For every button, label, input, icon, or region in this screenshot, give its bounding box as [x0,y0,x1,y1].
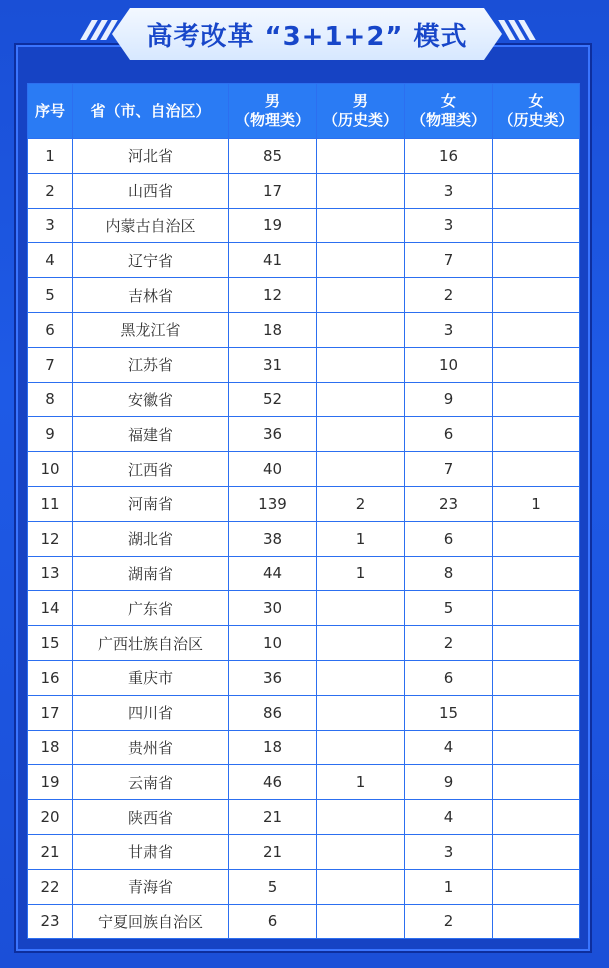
cell-province: 江西省 [73,452,229,487]
cell-male-history [317,800,405,835]
cell-female-physics: 6 [405,521,493,556]
cell-female-history [493,347,580,382]
cell-female-history [493,243,580,278]
cell-male-history [317,591,405,626]
cell-female-physics: 8 [405,556,493,591]
cell-female-history [493,834,580,869]
table-row [28,139,580,174]
cell-province: 湖北省 [73,521,229,556]
cell-province: 河南省 [73,486,229,521]
cell-seq: 11 [28,486,73,521]
cell-seq: 12 [28,521,73,556]
cell-male-history [317,452,405,487]
table-row [28,730,580,765]
table-row [28,312,580,347]
cell-male-history [317,139,405,174]
cell-province: 山西省 [73,173,229,208]
cell-male-physics: 12 [229,278,317,313]
cell-male-history [317,695,405,730]
cell-province: 内蒙古自治区 [73,208,229,243]
cell-province: 江苏省 [73,347,229,382]
cell-male-history: 1 [317,521,405,556]
cell-province: 河北省 [73,139,229,174]
cell-female-history [493,556,580,591]
cell-province: 宁夏回族自治区 [73,904,229,939]
cell-seq: 19 [28,765,73,800]
cell-male-history [317,730,405,765]
header-province-label: 省（市、自治区） [90,101,211,120]
cell-female-physics: 23 [405,486,493,521]
cell-male-physics: 85 [229,139,317,174]
cell-female-physics: 16 [405,139,493,174]
cell-seq: 7 [28,347,73,382]
cell-female-history [493,626,580,661]
cell-female-physics: 7 [405,452,493,487]
cell-female-physics: 4 [405,730,493,765]
cell-male-physics: 21 [229,800,317,835]
cell-female-history [493,382,580,417]
title-banner [112,8,502,60]
cell-female-history [493,800,580,835]
page-title: 高考改革 “3+1+2” 模式 [146,21,468,52]
cell-male-history [317,382,405,417]
cell-female-physics: 3 [405,834,493,869]
cell-female-physics: 9 [405,765,493,800]
cell-female-history [493,730,580,765]
cell-male-physics: 44 [229,556,317,591]
header-male-history-line2: （历史类） [322,111,398,129]
table-row [28,695,580,730]
title-decoration-left [86,20,114,40]
cell-female-physics: 4 [405,800,493,835]
header-female-history [493,84,580,139]
cell-province: 辽宁省 [73,243,229,278]
header-male-physics [229,84,317,139]
cell-seq: 2 [28,173,73,208]
cell-male-physics: 38 [229,521,317,556]
cell-province: 甘肃省 [73,834,229,869]
cell-province: 云南省 [73,765,229,800]
table-row [28,765,580,800]
cell-female-history [493,173,580,208]
cell-male-physics: 40 [229,452,317,487]
cell-male-physics: 19 [229,208,317,243]
cell-female-physics: 2 [405,626,493,661]
cell-female-history [493,765,580,800]
table-row [28,591,580,626]
quota-table [27,83,580,939]
header-male-physics-line2: （物理类） [234,111,310,129]
table-row [28,382,580,417]
header-seq [28,84,73,139]
cell-male-history: 1 [317,556,405,591]
header-province [73,84,229,139]
cell-female-physics: 2 [405,904,493,939]
table-row [28,208,580,243]
header-female-physics-line1: 女 [440,92,456,110]
cell-male-history [317,173,405,208]
cell-seq: 21 [28,834,73,869]
header-female-history-line1: 女 [528,92,544,110]
cell-province: 安徽省 [73,382,229,417]
table-row [28,486,580,521]
cell-male-physics: 41 [229,243,317,278]
cell-female-physics: 1 [405,869,493,904]
cell-female-history [493,660,580,695]
cell-female-physics: 3 [405,208,493,243]
cell-female-history [493,695,580,730]
cell-province: 福建省 [73,417,229,452]
cell-male-physics: 18 [229,730,317,765]
cell-female-physics: 3 [405,312,493,347]
header-seq-label: 序号 [34,101,65,120]
cell-female-history [493,312,580,347]
table-row [28,417,580,452]
header-male-history [317,84,405,139]
cell-male-physics: 52 [229,382,317,417]
cell-province: 广西壮族自治区 [73,626,229,661]
table-body [28,139,580,939]
cell-male-history [317,347,405,382]
cell-male-history: 1 [317,765,405,800]
header-female-physics-line2: （物理类） [410,111,486,129]
cell-male-physics: 139 [229,486,317,521]
cell-female-physics: 10 [405,347,493,382]
cell-female-history [493,521,580,556]
cell-male-physics: 46 [229,765,317,800]
cell-female-history [493,452,580,487]
cell-province: 贵州省 [73,730,229,765]
cell-female-physics: 6 [405,417,493,452]
cell-female-history [493,278,580,313]
cell-male-history [317,208,405,243]
cell-female-physics: 6 [405,660,493,695]
cell-seq: 10 [28,452,73,487]
cell-male-history [317,660,405,695]
cell-female-history [493,417,580,452]
cell-seq: 6 [28,312,73,347]
cell-province: 陕西省 [73,800,229,835]
cell-female-physics: 7 [405,243,493,278]
cell-male-history [317,869,405,904]
table-row [28,278,580,313]
cell-male-history [317,243,405,278]
cell-male-physics: 36 [229,660,317,695]
cell-seq: 17 [28,695,73,730]
cell-male-physics: 36 [229,417,317,452]
cell-seq: 8 [28,382,73,417]
cell-province: 四川省 [73,695,229,730]
cell-seq: 5 [28,278,73,313]
cell-male-history [317,904,405,939]
cell-female-history [493,904,580,939]
cell-male-history [317,278,405,313]
cell-male-physics: 5 [229,869,317,904]
cell-female-physics: 3 [405,173,493,208]
table-row [28,173,580,208]
cell-seq: 14 [28,591,73,626]
cell-male-physics: 10 [229,626,317,661]
cell-female-history [493,591,580,626]
cell-province: 重庆市 [73,660,229,695]
table-row [28,800,580,835]
cell-seq: 16 [28,660,73,695]
cell-seq: 9 [28,417,73,452]
cell-seq: 1 [28,139,73,174]
cell-seq: 4 [28,243,73,278]
cell-female-physics: 5 [405,591,493,626]
cell-female-physics: 2 [405,278,493,313]
table-row [28,626,580,661]
cell-seq: 3 [28,208,73,243]
table-row [28,556,580,591]
cell-province: 广东省 [73,591,229,626]
header-male-history-line1: 男 [352,92,368,110]
cell-male-history [317,834,405,869]
title-decoration-right [504,20,532,40]
cell-female-history: 1 [493,486,580,521]
cell-province: 湖南省 [73,556,229,591]
table-row [28,243,580,278]
table-header-row [28,84,580,139]
header-male-physics-line1: 男 [264,92,280,110]
cell-seq: 18 [28,730,73,765]
header-female-history-line2: （历史类） [498,111,574,129]
table-row [28,521,580,556]
cell-female-physics: 9 [405,382,493,417]
cell-seq: 20 [28,800,73,835]
cell-female-history [493,208,580,243]
cell-female-history [493,869,580,904]
table-row [28,660,580,695]
table-row [28,452,580,487]
cell-province: 黑龙江省 [73,312,229,347]
cell-male-history: 2 [317,486,405,521]
cell-male-history [317,626,405,661]
cell-male-physics: 18 [229,312,317,347]
cell-seq: 22 [28,869,73,904]
table-row [28,904,580,939]
cell-seq: 23 [28,904,73,939]
cell-female-history [493,139,580,174]
header-female-physics [405,84,493,139]
table-row [28,347,580,382]
cell-male-physics: 21 [229,834,317,869]
cell-seq: 13 [28,556,73,591]
cell-male-history [317,312,405,347]
cell-male-physics: 30 [229,591,317,626]
cell-male-physics: 31 [229,347,317,382]
table-row [28,834,580,869]
cell-province: 吉林省 [73,278,229,313]
table-row [28,869,580,904]
cell-male-physics: 6 [229,904,317,939]
cell-male-history [317,417,405,452]
cell-province: 青海省 [73,869,229,904]
cell-male-physics: 17 [229,173,317,208]
cell-seq: 15 [28,626,73,661]
cell-female-physics: 15 [405,695,493,730]
cell-male-physics: 86 [229,695,317,730]
